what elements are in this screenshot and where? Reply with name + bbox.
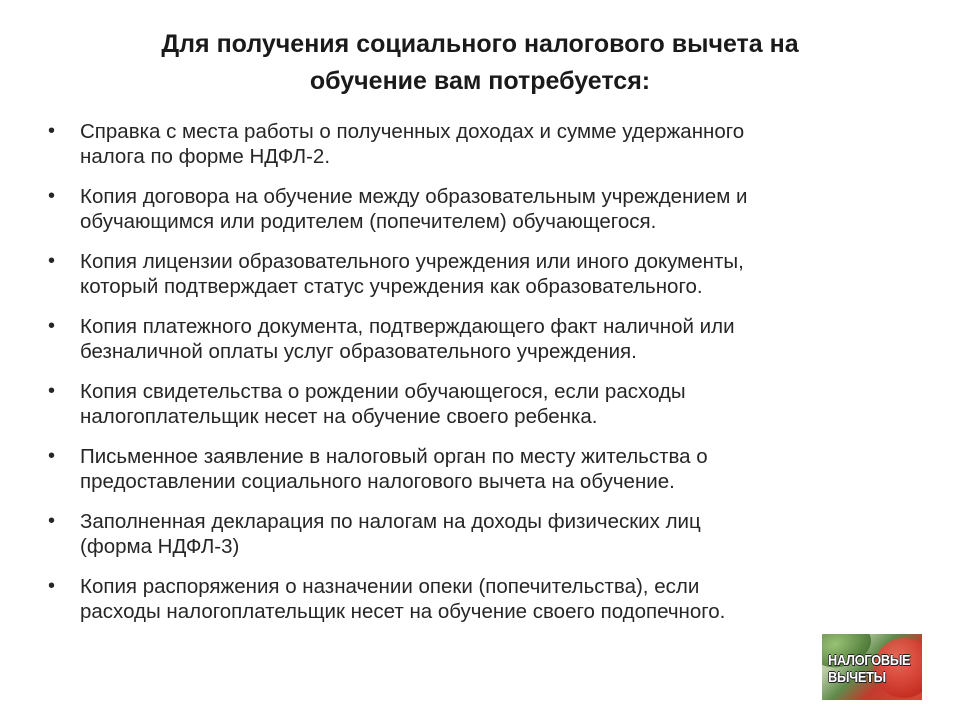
list-item-line: Копия лицензии образовательного учреждения или иного документы, — [80, 250, 744, 273]
bullet-icon: • — [48, 185, 56, 207]
logo-line-1: НАЛОГОВЫЕ — [828, 652, 911, 669]
bullet-icon: • — [48, 250, 56, 272]
bullet-icon: • — [48, 380, 56, 402]
bullet-icon: • — [48, 510, 56, 532]
list-item-line: обучающимся или родителем (попечителем) обучающегося. — [80, 210, 657, 233]
bullet-icon: • — [48, 575, 56, 597]
list-item — [48, 184, 898, 234]
list-item-line: (форма НДФЛ-3) — [80, 535, 240, 558]
list-item-line: Копия договора на обучение между образовательным учреждением и — [80, 185, 748, 208]
page-title — [80, 26, 880, 100]
list-item-line: Заполненная декларация по налогам на доходы физических лиц — [80, 510, 701, 533]
title-line-2: обучение вам потребуется: — [309, 67, 651, 95]
list-item-line: безналичной оплаты услуг образовательного учреждения. — [80, 340, 637, 363]
list-item — [48, 249, 898, 299]
bullet-icon: • — [48, 445, 56, 467]
list-item-line: Справка с места работы о полученных доходах и сумме удержанного — [80, 120, 745, 143]
list-item-line: предоставлении социального налогового вычета на обучение. — [80, 470, 675, 493]
list-item-line: Копия свидетельства о рождении обучающегося, если расходы — [80, 380, 686, 403]
list-item-line: Письменное заявление в налоговый орган по месту жительства о — [80, 445, 708, 468]
list-item-line: Копия платежного документа, подтверждающего факт наличной или — [80, 315, 735, 338]
list-item — [48, 509, 898, 559]
list-item — [48, 379, 898, 429]
bullet-icon: • — [48, 315, 56, 337]
bullet-icon: • — [48, 120, 56, 142]
title-line-1: Для получения социального налогового вычета на — [161, 30, 799, 58]
list-item-line: который подтверждает статус учреждения как образовательного. — [80, 275, 703, 298]
list-item — [48, 574, 898, 624]
list-item — [48, 314, 898, 364]
logo-line-2: ВЫЧЕТЫ — [828, 669, 886, 686]
list-item — [48, 119, 898, 169]
list-item — [48, 444, 898, 494]
tax-deductions-logo — [822, 634, 922, 700]
list-item-line: налогоплательщик несет на обучение своего ребенка. — [80, 405, 598, 428]
list-item-line: налога по форме НДФЛ-2. — [80, 145, 331, 168]
logo-text — [828, 652, 911, 686]
list-item-line: расходы налогоплательщик несет на обучение своего подопечного. — [80, 600, 726, 623]
list-item-line: Копия распоряжения о назначении опеки (попечительства), если — [80, 575, 700, 598]
requirements-list — [48, 119, 898, 639]
